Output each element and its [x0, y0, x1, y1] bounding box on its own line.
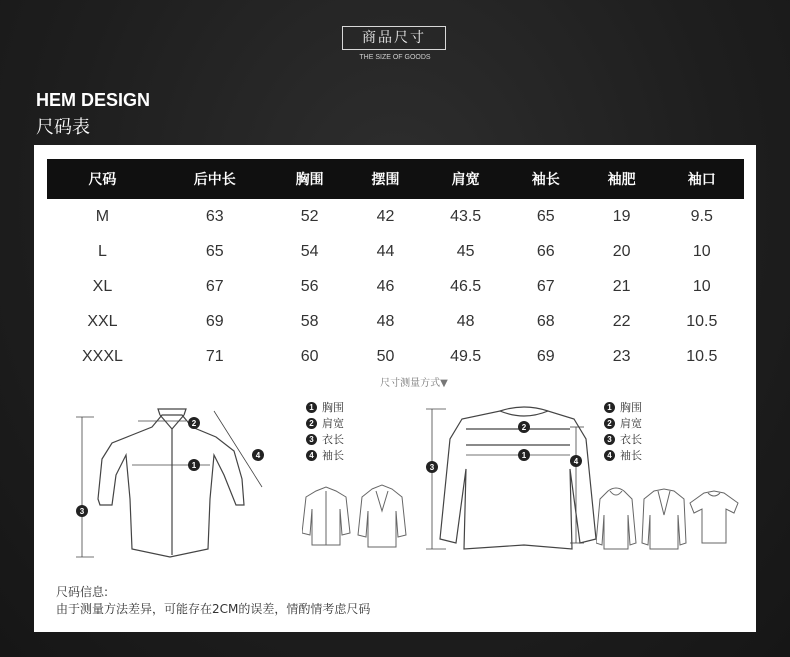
svg-text:1: 1 — [521, 451, 527, 460]
size-label-cell: XXL — [87, 312, 118, 330]
measurement-cell: 69 — [536, 347, 555, 365]
header-hem: 摆围 — [348, 159, 424, 199]
header-sleeve-length: 袖长 — [508, 159, 584, 199]
header-chest: 胸围 — [272, 159, 348, 199]
brand-name: HEM DESIGN — [36, 90, 151, 110]
svg-text:3: 3 — [79, 507, 85, 516]
measurement-cell: 66 — [536, 242, 555, 260]
measurement-cell: 58 — [300, 312, 319, 330]
size-table-row — [47, 304, 744, 339]
sweater-outline — [440, 407, 596, 549]
sleeve-line — [214, 411, 262, 487]
size-label-cell: L — [97, 242, 107, 260]
svg-text:4: 4 — [573, 457, 579, 466]
measurement-cell: 60 — [300, 347, 319, 365]
measurement-cell: 10.5 — [686, 347, 718, 365]
header-back-length: 后中长 — [158, 159, 272, 199]
measurement-cell: 10 — [692, 242, 711, 260]
measurement-cell: 63 — [205, 207, 224, 225]
size-info-title: 尺码信息: — [56, 585, 109, 599]
size-label-cell: XXXL — [81, 347, 123, 365]
size-chart-title: 尺码表 — [36, 117, 90, 138]
measurement-cell: 10.5 — [686, 312, 718, 330]
measurement-cell: 65 — [536, 207, 555, 225]
measurement-cell: 71 — [205, 347, 224, 365]
legend-item: 2 肩宽 — [604, 415, 642, 431]
measurement-cell: 67 — [536, 277, 555, 295]
goods-size-subtitle: THE SIZE OF GOODS — [359, 54, 431, 61]
measurement-cell: 49.5 — [450, 347, 482, 365]
legend-item: 4 袖长 — [604, 447, 642, 463]
measurement-cell: 69 — [205, 312, 224, 330]
header-cuff: 袖口 — [660, 159, 744, 199]
svg-text:1: 1 — [191, 461, 197, 470]
header-size: 尺码 — [47, 159, 158, 199]
legend-item: 1 胸围 — [306, 399, 344, 415]
shirt-measure-diagram — [74, 399, 324, 559]
legend-item: 2 肩宽 — [306, 415, 344, 431]
svg-text:3: 3 — [429, 463, 435, 472]
measurement-cell: 44 — [376, 242, 395, 260]
legend-item: 3 衣长 — [604, 431, 642, 447]
legend-item: 1 胸围 — [604, 399, 642, 415]
svg-text:2: 2 — [521, 423, 527, 432]
svg-text:2: 2 — [191, 419, 197, 428]
goods-size-title: 商品尺寸 — [342, 26, 446, 50]
legend-item: 4 袖长 — [306, 447, 344, 463]
measurement-cell: 48 — [376, 312, 395, 330]
size-table — [47, 159, 744, 374]
size-table-row — [47, 339, 744, 374]
measurement-cell: 43.5 — [450, 207, 482, 225]
shirt-outline — [98, 409, 244, 557]
measurement-cell: 50 — [376, 347, 395, 365]
measure-method-note: 尺寸测量方式▼ — [380, 378, 448, 389]
measurement-cell: 48 — [456, 312, 475, 330]
measurement-cell: 52 — [300, 207, 319, 225]
header-shoulder: 肩宽 — [423, 159, 507, 199]
jacket-thumbnails — [302, 483, 412, 553]
measurement-cell: 21 — [612, 277, 631, 295]
measurement-cell: 22 — [612, 312, 631, 330]
measurement-cell: 46 — [376, 277, 395, 295]
measurement-cell: 42 — [376, 207, 395, 225]
size-label-cell: XL — [92, 277, 113, 295]
measurement-cell: 9.5 — [690, 207, 713, 225]
svg-text:4: 4 — [255, 451, 261, 460]
size-table-row — [47, 269, 744, 304]
measurement-cell: 46.5 — [450, 277, 482, 295]
size-chart-card — [34, 145, 756, 632]
measurement-cell: 68 — [536, 312, 555, 330]
shirt-legend — [306, 399, 344, 463]
measurement-cell: 56 — [300, 277, 319, 295]
measurement-cell: 20 — [612, 242, 631, 260]
measurement-cell: 10 — [692, 277, 711, 295]
garment-thumbnails — [596, 485, 746, 555]
sweater-legend — [604, 399, 642, 463]
header-sleeve-width: 袖肥 — [584, 159, 660, 199]
measurement-cell: 23 — [612, 347, 631, 365]
measurement-cell: 45 — [456, 242, 475, 260]
size-info-text: 由于测量方法差异，可能存在2CM的误差，情酌情考虑尺码 — [56, 602, 371, 616]
measurement-cell: 19 — [612, 207, 631, 225]
size-table-header-row — [47, 159, 744, 199]
size-info — [56, 584, 370, 618]
size-table-row — [47, 199, 744, 234]
measurement-cell: 65 — [205, 242, 224, 260]
measurement-cell: 54 — [300, 242, 319, 260]
sweater-measure-diagram — [424, 399, 624, 559]
size-table-row — [47, 234, 744, 269]
legend-item: 3 衣长 — [306, 431, 344, 447]
size-label-cell: M — [95, 207, 110, 225]
measurement-cell: 67 — [205, 277, 224, 295]
